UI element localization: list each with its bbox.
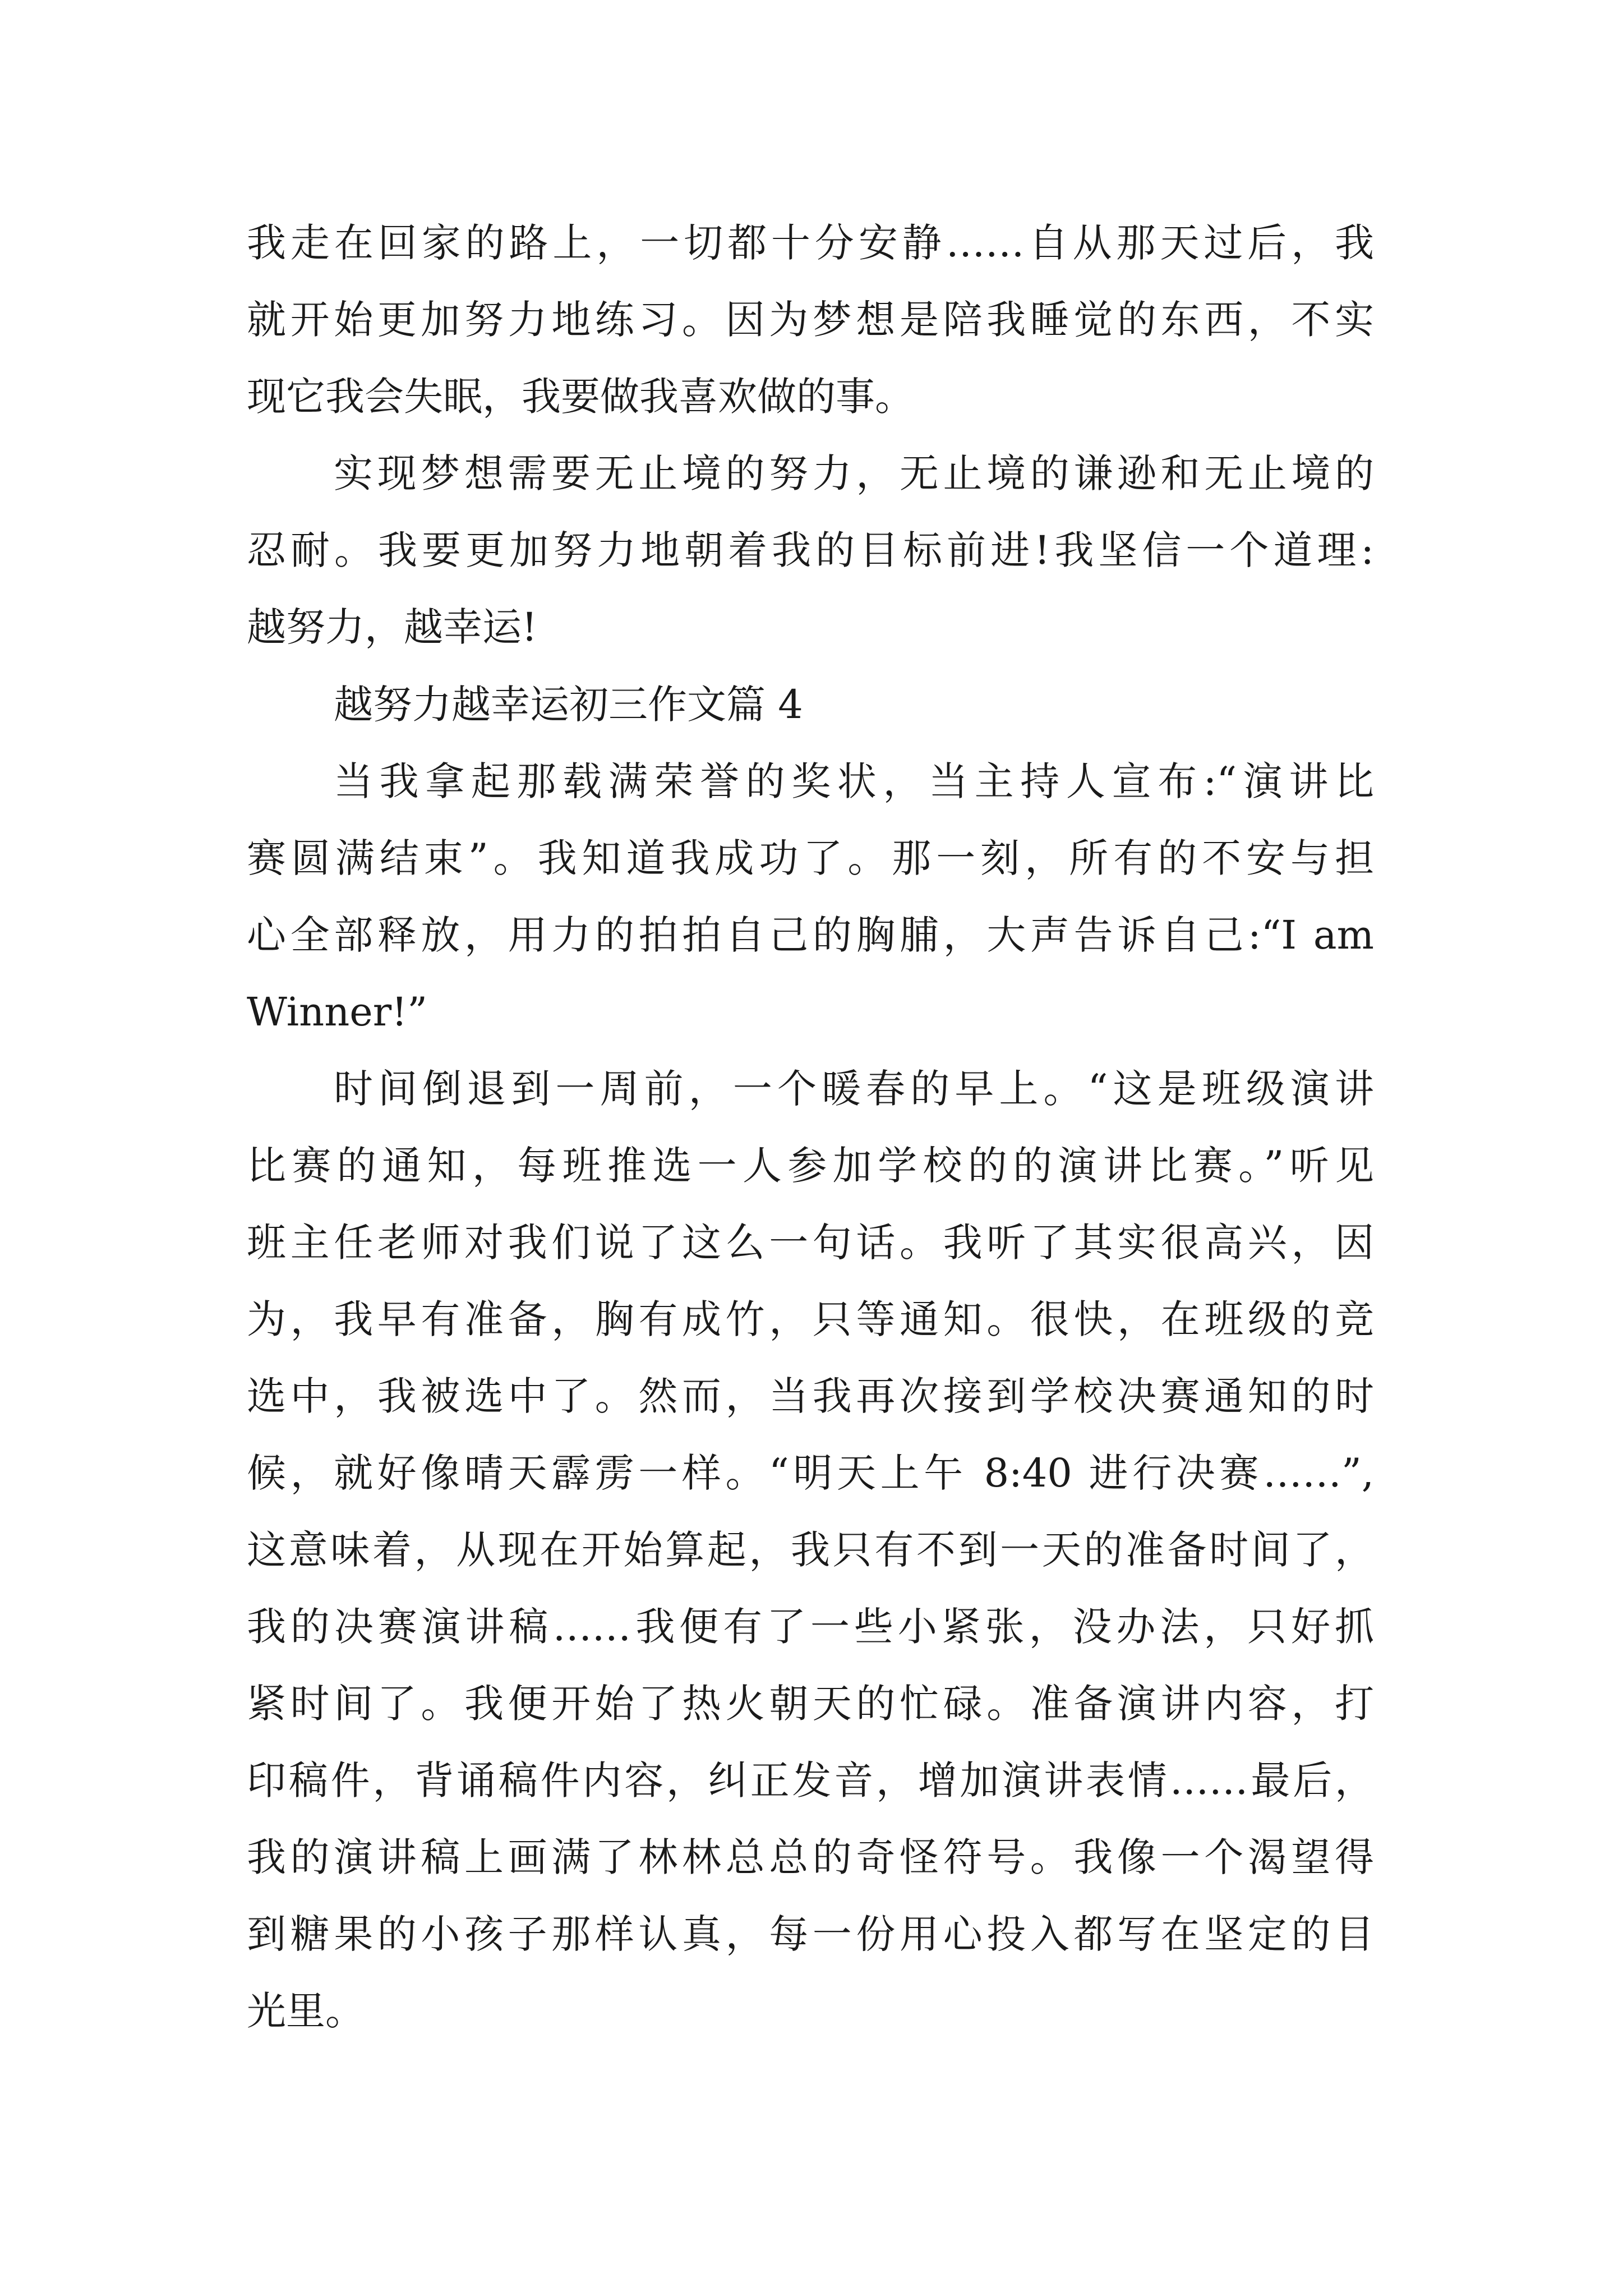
text-line: 候，就好像晴天霹雳一样。“明天上午 8:40 进行决赛……”,: [247, 1450, 1374, 1496]
text-line: 当我拿起那载满荣誉的奖状，当主持人宣布:“演讲比: [334, 758, 1374, 804]
text-line: 我的演讲稿上画满了林林总总的奇怪符号。我像一个渴望得: [247, 1834, 1374, 1880]
text-line: 这意味着，从现在开始算起，我只有不到一天的准备时间了，: [247, 1527, 1374, 1573]
text-line: 我走在回家的路上，一切都十分安静……自从那天过后，我: [247, 220, 1374, 266]
text-line: 时间倒退到一周前，一个暖春的早上。“这是班级演讲: [334, 1066, 1374, 1112]
text-line: 赛圆满结束”。我知道我成功了。那一刻，所有的不安与担: [247, 835, 1374, 881]
text-line: 比赛的通知，每班推选一人参加学校的的演讲比赛。”听见: [247, 1143, 1374, 1189]
text-line: 就开始更加努力地练习。因为梦想是陪我睡觉的东西，不实: [247, 297, 1374, 343]
text-line: 越努力，越幸运!: [247, 604, 538, 650]
text-line: 心全部释放，用力的拍拍自己的胸脯，大声告诉自己:“I am: [247, 912, 1374, 958]
text-line: 现它我会失眠，我要做我喜欢做的事。: [247, 374, 914, 420]
text-line: 印稿件，背诵稿件内容，纠正发音，增加演讲表情……最后，: [247, 1757, 1374, 1803]
text-line: 光里。: [247, 1988, 365, 2034]
text-line: 班主任老师对我们说了这么一句话。我听了其实很高兴，因: [247, 1220, 1374, 1266]
text-line: 实现梦想需要无止境的努力，无止境的谦逊和无止境的: [334, 450, 1374, 496]
text-line: 到糖果的小孩子那样认真，每一份用心投入都写在坚定的目: [247, 1911, 1374, 1957]
text-line: 我的决赛演讲稿……我便有了一些小紧张，没办法，只好抓: [247, 1604, 1374, 1650]
text-line: 忍耐。我要更加努力地朝着我的目标前进!我坚信一个道理:: [247, 527, 1374, 573]
section-title: 越努力越幸运初三作文篇 4: [334, 682, 803, 728]
text-line: 紧时间了。我便开始了热火朝天的忙碌。准备演讲内容，打: [247, 1681, 1374, 1727]
text-line: 选中，我被选中了。然而，当我再次接到学校决赛通知的时: [247, 1373, 1374, 1419]
text-line: Winner!”: [247, 989, 428, 1035]
text-line: 为，我早有准备，胸有成竹，只等通知。很快，在班级的竞: [247, 1296, 1374, 1342]
